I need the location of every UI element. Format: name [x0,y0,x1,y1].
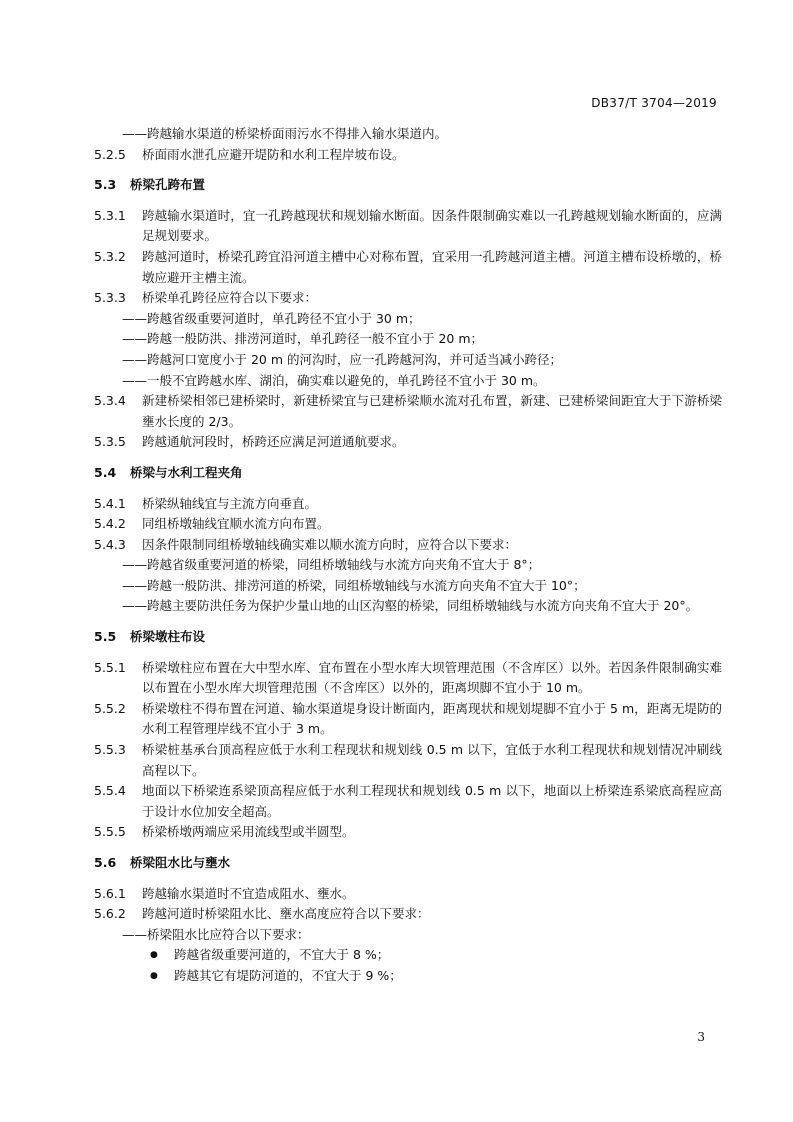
dash-item [94,576,722,597]
dash-item [94,124,722,145]
clause-text: 跨越河道时，桥梁孔跨宜沿河道主槽中心对称布置，宜采用一孔跨越河道主槽。河道主槽布设桥墩的，桥墩应避开主槽主流。 [142,248,722,285]
dash-item [94,350,722,371]
dash-item [94,555,722,576]
section-title: 桥梁墩柱布设 [130,629,206,645]
clause-text: 桥梁桩基承台顶高程应低于水利工程现状和规划线 0.5 m 以下，宜低于水利工程现状和规划情况冲刷线高程以下。 [142,742,722,778]
clause-number: 5.3.5 [94,434,126,450]
clause-text: 桥梁桥墩两端应采用流线型或半圆型。 [142,824,355,840]
clause-number: 5.6.1 [94,885,126,901]
clause [94,658,722,699]
bullet-item-text: 跨越省级重要河道的，不宜大于 8 %； [174,947,390,963]
dash-item-text: ——跨越省级重要河道时，单孔跨径不宜小于 30 m； [122,310,421,326]
clause-number: 5.2.5 [94,146,126,162]
clause-text: 跨越通航河段时，桥跨还应满足河道通航要求。 [142,434,405,450]
dash-item [94,329,722,350]
clause-number: 5.5.3 [94,742,126,758]
clause-text: 桥梁墩柱不得布置在河道、输水渠道堤身设计断面内，距离现状和规划堤脚不宜小于 5 m，距离无堤防的水利工程管理岸线不宜小于 3 m。 [142,700,722,737]
clause-number: 5.3.3 [94,290,126,306]
clause-text: 桥面雨水泄孔应避开堤防和水利工程岸坡布设。 [142,146,405,162]
section-heading [94,463,722,484]
clause-number: 5.5.2 [94,700,126,716]
bullet-dot-icon: ● [150,950,158,961]
clause [94,391,722,432]
clause-number: 5.4.3 [94,536,126,552]
clause [94,884,722,905]
dash-item-text: ——跨越省级重要河道的桥梁，同组桥墩轴线与水流方向夹角不宜大于 8°； [122,557,541,573]
bullet-item [94,945,722,966]
dash-item-text: ——跨越输水渠道的桥梁桥面雨污水不得排入输水渠道内。 [122,126,448,141]
dash-item-text: ——跨越一般防洪、排涝河道的桥梁，同组桥墩轴线与水流方向夹角不宜大于 10°； [122,577,586,593]
bullet-item-text: 跨越其它有堤防河道的，不宜大于 9 %； [174,967,402,983]
section-heading [94,627,722,648]
clause-text: 桥梁墩柱应布置在大中型水库、宜布置在小型水库大坝管理范围（不含库区）以外。若因条件限制确实难以布置在小型水库大坝管理范围（不含库区）以外的，距离坝脚不宜小于 10 m。 [142,659,722,696]
dash-item-text: ——一般不宜跨越水库、湖泊，确实难以避免的，单孔跨径不宜小于 30 m。 [122,372,546,388]
dash-item-text: ——桥梁阻水比应符合以下要求： [122,926,310,942]
clause-number: 5.4.2 [94,516,126,532]
bullet-dot-icon: ● [150,970,158,981]
clause [94,904,722,925]
page-number: 3 [697,1030,705,1044]
bullet-item [94,966,722,987]
dash-item [94,371,722,392]
clause-number: 5.3.4 [94,393,126,409]
clause-text: 同组桥墩轴线宜顺水流方向布置。 [142,516,330,532]
section-title: 桥梁孔跨布置 [130,177,206,193]
section-number: 5.5 [94,629,117,645]
clause [94,247,722,288]
clause [94,822,722,843]
document-body [94,124,722,987]
clause [94,535,722,556]
section-heading [94,853,722,874]
clause-number: 5.5.1 [94,659,126,675]
clause-text: 桥梁纵轴线宜与主流方向垂直。 [142,495,318,511]
clause [94,494,722,515]
clause [94,145,722,166]
section-number: 5.6 [94,855,117,870]
clause [94,740,722,781]
clause-text: 地面以下桥梁连系梁顶高程应低于水利工程现状和规划线 0.5 m 以下，地面以上桥梁连系梁底高程应高于设计水位加安全超高。 [142,783,722,819]
clause-number: 5.5.5 [94,824,126,840]
clause [94,699,722,740]
dash-item [94,596,722,617]
dash-item [94,925,722,946]
clause-number: 5.5.4 [94,783,126,799]
clause [94,514,722,535]
dash-item-text: ——跨越河口宽度小于 20 m 的河沟时，应一孔跨越河沟，并可适当减小跨径； [122,351,563,367]
clause-number: 5.3.2 [94,248,126,264]
clause-number: 5.4.1 [94,495,126,511]
document-code: DB37/T 3704—2019 [591,96,717,110]
clause-text: 因条件限制同组桥墩轴线确实难以顺水流方向时，应符合以下要求： [142,536,518,552]
section-number: 5.4 [94,464,117,480]
section-title: 桥梁阻水比与壅水 [130,855,231,870]
clause [94,781,722,822]
clause-text: 跨越输水渠道时，宜一孔跨越现状和规划输水断面。因条件限制确实难以一孔跨越规划输水断面的，应满足规划要求。 [142,207,722,244]
clause-text: 桥梁单孔跨径应符合以下要求： [142,290,318,306]
section-number: 5.3 [94,177,117,193]
clause-number: 5.6.2 [94,906,126,922]
clause-text: 跨越输水渠道时不宜造成阻水、壅水。 [142,885,355,901]
dash-item-text: ——跨越主要防洪任务为保护少量山地的山区沟壑的桥梁，同组桥墩轴线与水流方向夹角不宜大于 20°。 [122,598,699,614]
clause [94,206,722,247]
clause-number: 5.3.1 [94,207,126,223]
section-heading [94,175,722,196]
dash-item [94,309,722,330]
clause-text: 新建桥梁相邻已建桥梁时，新建桥梁宜与已建桥梁顺水流对孔布置，新建、已建桥梁间距宜大于下游桥梁壅水长度的 2/3。 [142,393,722,429]
clause-text: 跨越河道时桥梁阻水比、壅水高度应符合以下要求： [142,906,430,922]
clause [94,432,722,453]
clause [94,288,722,309]
section-title: 桥梁与水利工程夹角 [130,464,243,480]
dash-item-text: ——跨越一般防洪、排涝河道时，单孔跨径一般不宜小于 20 m； [122,331,484,347]
